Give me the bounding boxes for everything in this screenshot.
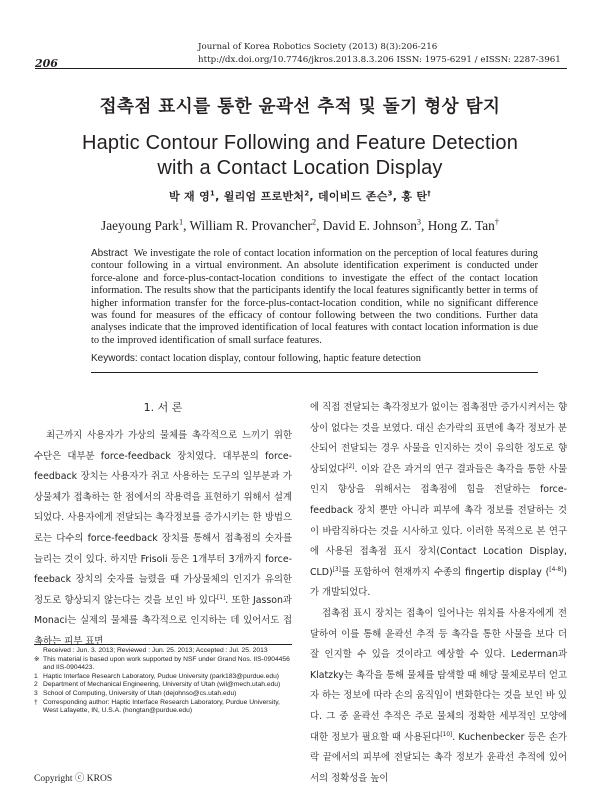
paragraph-text: . 또한 Jasson과 Monaci는 실제의 물체를 촉각적으로 인지하는 데 있어서도 접촉하는 피부 표면 <box>34 594 292 647</box>
paragraph-text: . 이와 같은 과거의 연구 결과들은 촉각을 통한 사물 인지 향상을 위해서는 접촉점에 힘을 전달하는 force-feedback 장치 뿐만 아니라 피부에 촉각 정보를 전달하는 것이 바람직하다는 것을 시사하고 있다. 이러한 목적으로 본 연구에 사용된 접촉점 표시 장치(Contact Location Display, CLD) <box>310 463 567 578</box>
abstract-text: We investigate the role of contact location information on the perception of local features during contour following in a virtual environment. An absolute identification experiment is conducted under force-alone and force-plus-contact-location conditions to investigate the effect of the contact location information. The results show that the participants identify the local features significantly better in terms of higher information transfer for the force-plus-contact-location condition, while no significant difference was found for measures of the efficacy of contour following between the two conditions. Further data analyses indicate that the improved identification of local features with contact location information is due to the improved identification of small surface features. <box>91 248 538 346</box>
footnote-text: Corresponding author: Haptic Interface Research Laboratory, Purdue University, West Lafayette, IN, U.S.A. (hongtan@purdue.edu) <box>43 698 280 715</box>
footnotes <box>34 647 294 716</box>
paragraph <box>34 426 292 653</box>
abstract <box>91 248 538 347</box>
author-mark: 1 <box>210 189 216 198</box>
journal-doi-issn: http://dx.doi.org/10.7746/jkros.2013.8.3.206 ISSN: 1975-6291 / eISSN: 2287-3961 <box>198 55 561 65</box>
footnote-mark: 1 <box>34 672 38 680</box>
journal-citation: Journal of Korea Robotics Society (2013) 8(3):206-216 <box>198 42 438 52</box>
footnote-text: School of Computing, University of Utah (dejohnso@cs.utah.edu) <box>43 689 237 697</box>
author-name: 홍 탄 <box>401 190 428 203</box>
footnote-text: Received : Jun. 3. 2013; Reviewed : Jun. 25. 2013; Accepted : Jul. 25. 2013 <box>43 647 268 654</box>
author-mark: † <box>427 189 432 198</box>
author-name: 윌리엄 프로반처 <box>223 190 305 203</box>
footnote-text: This material is based upon work supported by NSF under Grand Nos. IIS-0904456 and IIS-0904423. <box>43 655 290 672</box>
author-name: William R. Provancher <box>189 218 312 233</box>
citation: [2] <box>346 463 355 470</box>
paragraph-text: 최근까지 사용자가 가상의 물체를 촉각적으로 느끼기 위한 수단은 대부분 force-feedback 장치였다. 대부분의 force-feedback 장치는 사용자가 쥐고 사용하는 도구의 일부분과 가상물체가 접촉하는 한 점에서의 작용력을 표현하기 위해서 설계되었다. 사용자에게 전달되는 촉각정보를 증가시키는 한 방법으로는 다수의 force-feedback 장치를 통해서 접촉점의 숫자를 늘리는 것이 있다. 하지만 Frisoli 등은 1개부터 3개까지 force-feeback 장치의 숫자를 늘렸을 때 가상물체의 인지가 유의한 정도로 향상되지 않는다는 것을 보인 바 있다 <box>34 430 292 606</box>
paragraph <box>310 604 567 789</box>
header-rule <box>35 68 567 69</box>
author-mark: 2 <box>311 217 317 227</box>
author-name: David E. Johnson <box>322 218 417 233</box>
author-mark: 2 <box>304 189 310 198</box>
english-title <box>20 131 580 181</box>
author-mark: 3 <box>387 189 393 198</box>
footnote <box>34 656 294 673</box>
author-mark: 3 <box>416 217 422 227</box>
author-mark: † <box>494 217 499 227</box>
footnote-mark: 3 <box>34 689 38 697</box>
copyright: Copyright ⓒ KROS <box>34 774 113 784</box>
author-name: Jaeyoung Park <box>101 218 179 233</box>
paragraph-text: )가 개발되었다. <box>310 566 567 599</box>
keywords-label: Keywords: <box>91 353 138 364</box>
author-name: 데이비드 존슨 <box>317 190 388 203</box>
footnote <box>34 647 294 656</box>
footnote-text: Haptic Interface Research Laboratory, Pudue University (park183@purdue.edu) <box>43 672 280 680</box>
section-heading: 1. 서 론 <box>143 401 183 414</box>
korean-title: 접촉점 표시를 통한 윤곽선 추적 및 돌기 형상 탐지 <box>99 97 501 117</box>
paragraph <box>310 398 567 604</box>
korean-authors: 박 재 영$^1$, 윌리엄 프로반처$^2$, 데이비드 존슨$^3$, 홍 탄† <box>168 189 432 203</box>
journal-info <box>198 41 568 67</box>
abstract-label: Abstract <box>91 248 128 259</box>
footnote-text: Department of Mechanical Engineering, University of Utah (wil@mech.utah.edu) <box>43 681 281 689</box>
paragraph-text: 접촉점 표시 장치는 접촉이 일어나는 위치를 사용자에게 전달하여 이를 통해 윤곽선 추적 등 촉각을 통한 사물을 보다 더 잘 인지할 수 있을 것이라고 예상할 수 있다. Lederman과 Klatzky는 촉각을 통해 물체를 탐색할 때 해당 물체로부터 얻고자 하는 정보에 따라 손의 움직임이 변화한다는 것을 보인 바 있다. 그 중 윤곽선 추적은 주로 물체의 정확한 세부적인 모양에 대한 정보가 필요할 때 사용된다 <box>310 607 567 743</box>
paragraph-text: 를 포함하여 현재까지 수종의 fingertip display ( <box>340 566 550 578</box>
author-name: 박 재 영 <box>168 190 211 203</box>
english-title-line2: with a Contact Location Display <box>157 157 443 179</box>
keywords-text: contact location display, contour following, haptic feature detection <box>140 353 421 364</box>
footnote <box>34 690 294 699</box>
paragraph-text: 에 직접 전달되는 촉각정보가 없이는 접촉점만 증가시켜서는 향상이 없다는 것을 보였다. 대신 손가락의 표면에 촉각 정보가 분산되어 전달되는 경우 사물을 인지하는 것이 유의한 정도로 향상되었다 <box>310 402 567 475</box>
page-number: 206 <box>35 57 58 70</box>
author-mark: 1 <box>178 217 184 227</box>
citation: [3] <box>332 566 341 573</box>
paragraph-text: . Kuchenbecker 등은 손가락 끝에서의 피부에 전달되는 촉각 정보가 윤곽선 추적에 있어서의 정확성을 높이 <box>310 731 567 784</box>
keywords-rule <box>91 372 538 373</box>
english-title-line1: Haptic Contour Following and Feature Detection <box>81 132 519 154</box>
footnote-mark: 2 <box>34 681 38 689</box>
keywords <box>91 353 538 364</box>
footnote <box>34 673 294 682</box>
author-name: Hong Z. Tan <box>427 218 495 233</box>
footnote-rule <box>34 644 292 645</box>
footnote-mark: † <box>34 698 38 706</box>
english-authors: Jaeyoung Park$^1$, William R. Provancher$^2$, David E. Johnson$^3$, Hong Z. Tan† <box>101 217 499 233</box>
citation: [4-8] <box>549 566 564 573</box>
footnote <box>34 699 294 716</box>
citation: [1] <box>216 594 226 601</box>
footnote <box>34 681 294 690</box>
left-column <box>34 426 292 653</box>
right-column <box>310 398 567 789</box>
footnote-mark: ※ <box>34 655 40 663</box>
citation: [10] <box>440 731 453 738</box>
